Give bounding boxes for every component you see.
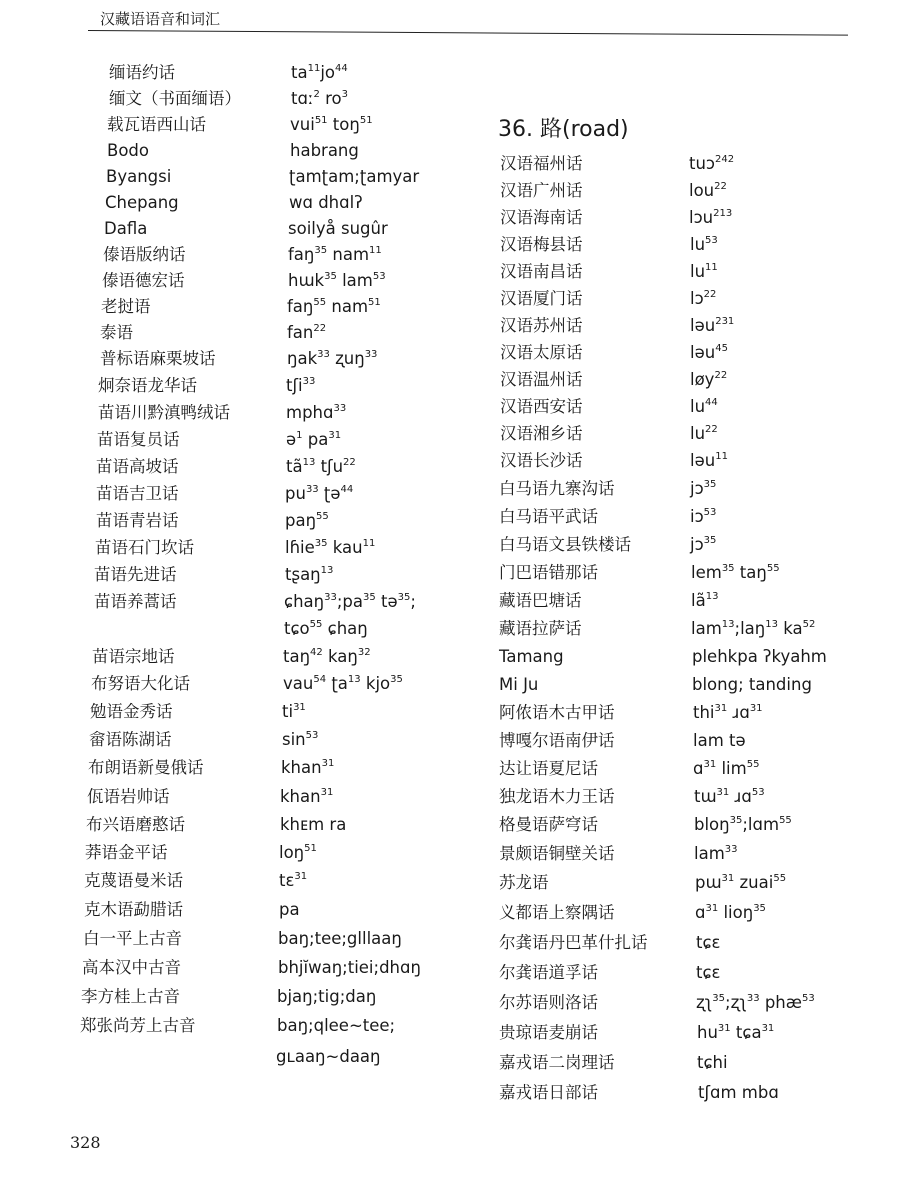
word-form: bhjĭwaŋ;tiei;dhɑŋ: [278, 958, 421, 977]
language-name: 博嘎尔语南伊话: [499, 731, 615, 750]
language-name: 畲语陈湖话: [89, 730, 172, 749]
language-name: Dafla: [104, 219, 148, 238]
word-form: ləu$^{231}$: [690, 316, 735, 335]
language-name: 老挝语: [101, 297, 151, 316]
word-form: vui$^{51}$ toŋ$^{51}$: [290, 115, 373, 134]
word-form: loŋ$^{51}$: [279, 843, 317, 862]
language-name: 汉语苏州话: [500, 316, 583, 335]
word-form: khᴇm ra: [280, 815, 347, 834]
word-form: $hu^{31}$ tɕa$^{31}$: [697, 1023, 775, 1042]
word-form: jɔ$^{35}$: [690, 479, 717, 498]
word-form: tɕo$^{55}$ ɕhaŋ: [284, 619, 368, 638]
language-name: 尔龚语丹巴革什扎话: [499, 933, 648, 952]
word-form: $ɕhaŋ^{33};pa^{35}$ tə$^{35}$;: [284, 592, 416, 611]
language-name: 尔龚语道孚话: [499, 963, 598, 982]
language-name: Tamang: [499, 647, 564, 666]
language-name: 克蔑语曼米话: [84, 871, 183, 890]
section-title: 36. 路(road): [498, 117, 629, 142]
word-form: ʈamʈam;ʈamyar: [289, 167, 420, 186]
word-form: $lu^{44}$: [690, 397, 718, 416]
language-name: 白马语文县铁楼话: [499, 535, 631, 554]
word-form: wɑ dhɑlʔ: [289, 193, 363, 212]
language-name: 傣语德宏话: [102, 271, 185, 290]
language-name: 汉语广州话: [500, 181, 583, 200]
language-name: 嘉戎语二岗理话: [499, 1053, 615, 1072]
word-form: khan$^{31}$: [280, 787, 334, 806]
word-form: bloŋ$^{35}$;lɑm$^{55}$: [694, 815, 792, 834]
language-name: 普标语麻栗坡话: [100, 349, 216, 368]
language-name: 门巴语错那话: [499, 563, 598, 582]
language-name: 达让语夏尼话: [499, 759, 598, 778]
language-name: 苗语川黔滇鸭绒话: [98, 403, 230, 422]
word-form: baŋ;tee;glllaaŋ: [278, 929, 402, 948]
language-name: 苗语石门坎话: [95, 538, 194, 557]
word-form: $lu^{22}$: [690, 424, 718, 443]
language-name: 汉语湘乡话: [500, 424, 583, 443]
language-name: 缅文（书面缅语）: [109, 89, 241, 108]
language-name: 布朗语新曼俄话: [88, 758, 204, 777]
language-name: 汉语福州话: [500, 154, 583, 173]
word-form: ləu$^{45}$: [690, 343, 728, 362]
language-name: 莽语金平话: [85, 843, 168, 862]
word-form: tʃi$^{33}$: [286, 376, 316, 395]
language-name: 苗语青岩话: [96, 511, 179, 530]
language-name: 苗语先进话: [94, 565, 177, 584]
word-form: tɕhi: [697, 1053, 728, 1072]
language-name: 阿侬语木古甲话: [499, 703, 615, 722]
language-name: 格曼语萨穹话: [499, 815, 598, 834]
language-name: 高本汉中古音: [82, 958, 181, 977]
language-name: 布努语大化话: [91, 674, 190, 693]
language-name: 苗语宗地话: [92, 647, 175, 666]
word-form: $\sin^{53}$: [282, 730, 319, 749]
word-form: lam$^{33}$: [694, 844, 738, 863]
word-form: $pu^{33}$ ʈə$^{44}$: [285, 484, 354, 503]
language-name: 独龙语木力王话: [499, 787, 615, 806]
word-form: faŋ$^{55}$ nam$^{51}$: [287, 297, 381, 316]
word-form: thi$^{31}$ ɹɑ$^{31}$: [693, 703, 763, 722]
word-form: tʂaŋ$^{13}$: [285, 565, 334, 584]
word-form: faŋ$^{35}$ nam$^{11}$: [288, 245, 382, 264]
language-name: 傣语版纳话: [103, 245, 186, 264]
word-form: paŋ$^{55}$: [285, 511, 329, 530]
language-name: 白一平上古音: [83, 929, 182, 948]
language-name: 嘉戎语日部话: [499, 1083, 598, 1102]
language-name: 李方桂上古音: [81, 987, 180, 1006]
word-form: pa: [279, 900, 300, 919]
word-form: tɕɛ: [696, 963, 721, 982]
word-form: gʟaaŋ~daaŋ: [276, 1047, 381, 1066]
word-form: soilyå sugûr: [288, 219, 388, 238]
language-name: 汉语西安话: [500, 397, 583, 416]
language-name: 汉语温州话: [500, 370, 583, 389]
language-name: Bodo: [107, 141, 149, 160]
language-name: 载瓦语西山话: [107, 115, 206, 134]
language-name: 苗语高坡话: [96, 457, 179, 476]
word-form: taŋ$^{42}$ kaŋ$^{32}$: [283, 647, 371, 666]
language-name: 缅语约话: [109, 63, 175, 82]
word-form: ləu$^{11}$: [690, 451, 728, 470]
word-form: $tã^{13}$ tʃu$^{22}$: [286, 457, 356, 476]
language-name: 汉语南昌话: [500, 262, 583, 281]
header-rule: [88, 30, 848, 36]
word-form: baŋ;qlee~tee;: [277, 1016, 396, 1035]
language-name: 景颇语铜壁关话: [499, 844, 615, 863]
word-form: vau$^{54}$ ʈa$^{13}$ kjo$^{35}$: [283, 674, 403, 693]
word-form: tuɔ$^{242}$: [689, 154, 735, 173]
word-form: tɕɛ: [696, 933, 721, 952]
word-form: lem$^{35}$ taŋ$^{55}$: [691, 563, 780, 582]
language-name: 汉语海南话: [500, 208, 583, 227]
language-name: 布兴语磨憨话: [86, 815, 185, 834]
word-form: lɔu$^{213}$: [689, 208, 733, 227]
word-form: lam tə: [693, 731, 746, 750]
language-name: 汉语太原话: [500, 343, 583, 362]
language-name: 苗语复员话: [97, 430, 180, 449]
word-form: $lã^{13}$: [691, 591, 719, 610]
word-form: jɔ$^{35}$: [690, 535, 717, 554]
language-name: 尔苏语则洛话: [499, 993, 598, 1012]
word-form: lam$^{13}$;laŋ$^{13}$ $ka^{52}$: [691, 619, 816, 638]
language-name: 苗语吉卫话: [96, 484, 179, 503]
page-number: 328: [70, 1133, 101, 1152]
language-name: 炯奈语龙华话: [98, 376, 197, 395]
word-form: blong; tanding: [692, 675, 812, 694]
word-form: khan$^{31}$: [281, 758, 335, 777]
word-form: tɑː$^2$ $ro^3$: [291, 89, 349, 108]
language-name: 克木语勐腊话: [84, 900, 183, 919]
word-form: løy$^{22}$: [690, 370, 728, 389]
language-name: 白马语九寨沟话: [499, 479, 615, 498]
language-name: Mi Ju: [499, 675, 539, 694]
word-form: plehkpa ʔkyahm: [692, 647, 827, 666]
word-form: habrang: [290, 141, 359, 160]
word-form: tʃɑm mbɑ: [698, 1083, 779, 1102]
language-name: Byangsi: [106, 167, 172, 186]
word-form: tɯ$^{31}$ ɹɑ$^{53}$: [694, 787, 765, 806]
language-name: 汉语厦门话: [500, 289, 583, 308]
language-name: 郑张尚芳上古音: [80, 1016, 196, 1035]
language-name: 汉语梅县话: [500, 235, 583, 254]
word-form: fan$^{22}$: [287, 323, 327, 342]
word-form: $ta^{11}jo^{44}$: [291, 63, 348, 82]
word-form: ɑ$^{31}$ $\lim^{55}$: [693, 759, 760, 778]
language-name: 汉语长沙话: [500, 451, 583, 470]
word-form: pɯ$^{31}$ zuai$^{55}$: [695, 873, 787, 892]
word-form: ʐʅ$^{35}$;ʐʅ$^{33}$ phæ$^{53}$: [696, 993, 815, 1012]
language-name: 贵琼语麦崩话: [499, 1023, 598, 1042]
word-form: $ti^{31}$: [282, 702, 306, 721]
language-name: 义都语上察隅话: [499, 903, 615, 922]
word-form: $lu^{11}$: [690, 262, 718, 281]
word-form: $lu^{53}$: [690, 235, 718, 254]
word-form: ɑ$^{31}$ lioŋ$^{35}$: [695, 903, 766, 922]
word-form: iɔ$^{53}$: [690, 507, 717, 526]
running-header: 汉藏语语音和词汇: [100, 10, 221, 28]
language-name: 白马语平武话: [499, 507, 598, 526]
word-form: lou$^{22}$: [689, 181, 727, 200]
language-name: 佤语岩帅话: [87, 787, 170, 806]
word-form: lɦie$^{35}$ kau$^{11}$: [285, 538, 376, 557]
language-name: 藏语巴塘话: [499, 591, 582, 610]
language-name: 勉语金秀话: [90, 702, 173, 721]
language-name: 藏语拉萨话: [499, 619, 582, 638]
language-name: 苏龙语: [499, 873, 549, 892]
word-form: bjaŋ;tig;daŋ: [277, 987, 377, 1006]
word-form: mphɑ$^{33}$: [286, 403, 347, 422]
word-form: hɯk$^{35}$ lam$^{53}$: [288, 271, 386, 290]
language-name: 泰语: [100, 323, 133, 342]
language-name: 苗语养蒿话: [94, 592, 177, 611]
language-name: Chepang: [105, 193, 179, 212]
word-form: lɔ$^{22}$: [690, 289, 717, 308]
word-form: tɛ$^{31}$: [279, 871, 308, 890]
word-form: ə$^1$ $pa^{31}$: [286, 430, 342, 449]
word-form: ŋak$^{33}$ ʐuŋ$^{33}$: [287, 349, 378, 368]
